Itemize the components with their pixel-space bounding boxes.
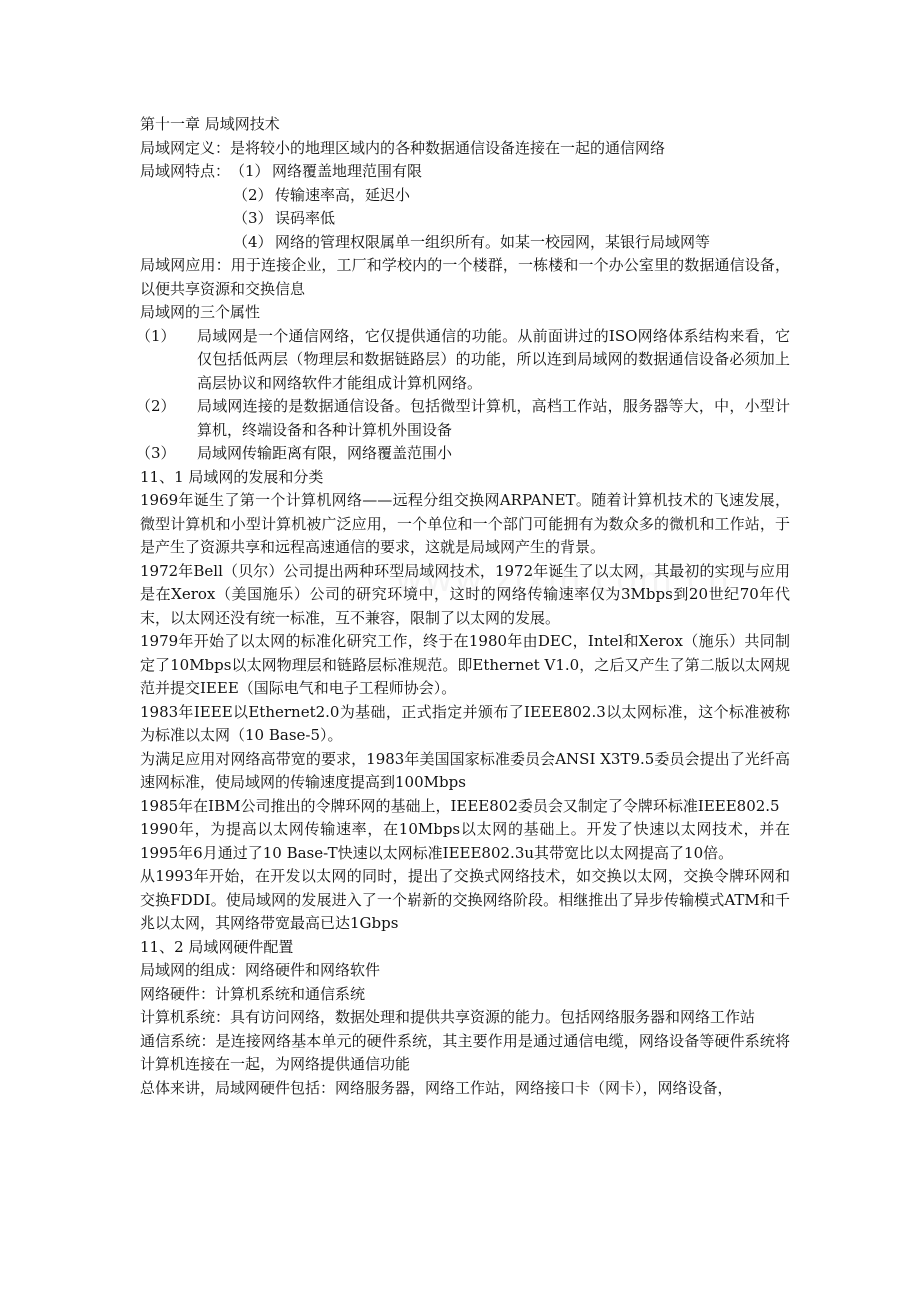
paragraph: 1979年开始了以太网的标准化研究工作，终于在1980年由DEC，Intel和Xerox（施乐）共同制定了10Mbps以太网物理层和链路层标准规范。即Ethernet V1.0，之后又产生了第二版以太网规范并提交IEEE（国际电气和电子工程师协会）。: [140, 632, 790, 697]
section-heading: 11、2 局域网硬件配置: [140, 937, 294, 956]
paragraph: 总体来讲，局域网硬件包括：网络服务器，网络工作站，网络接口卡（网卡），网络设备，: [140, 1078, 733, 1097]
feature-row-2: [140, 184, 790, 208]
paragraph: 计算机系统：具有访问网络，数据处理和提供共享资源的能力。包括网络服务器和网络工作站: [140, 1008, 756, 1026]
section-heading: 11、1 局域网的发展和分类: [140, 467, 324, 486]
document-body: [136, 113, 790, 1100]
feature-number: （4）: [233, 232, 273, 251]
feature-row-3: [140, 207, 790, 231]
feature-number: （3）: [233, 209, 273, 227]
attribute-number: （1）: [136, 326, 176, 345]
paragraph: 1983年IEEE以Ethernet2.0为基础，正式指定并颁布了IEEE802.3以太网标准，这个标准被称为标准以太网（10 Base-5）。: [140, 702, 790, 744]
paragraph: 网络硬件：计算机系统和通信系统: [140, 984, 366, 1003]
features-label: 局域网特点：: [140, 162, 231, 180]
attribute-text: 局域网是一个通信网络，它仅提供通信的功能。从前面讲过的ISO网络体系结构来看，它仅包括低两层（物理层和数据链路层）的功能，所以连到局域网的数据通信设备必须加上高层协议和网络软件才能组成计算机网络。: [197, 326, 790, 392]
application-paragraph: 局域网应用：用于连接企业，工厂和学校内的一个楼群，一栋楼和一个办公室里的数据通信设备，以便共享资源和交换信息: [140, 256, 790, 298]
attribute-number: （2）: [136, 397, 176, 415]
paragraph: 从1993年开始，在开发以太网的同时，提出了交换式网络技术，如交换以太网，交换令牌环网和交换FDDI。使局域网的发展进入了一个崭新的交换网络阶段。相继推出了异步传输模式ATM和千兆以太网，其网络带宽最高已达1Gbps: [140, 867, 790, 932]
feature-text: 网络的管理权限属单一组织所有。如某一校园网，某银行局域网等: [275, 232, 711, 251]
feature-text: 误码率低: [275, 209, 336, 227]
feature-number: （1）: [230, 162, 270, 180]
definition-line: 局域网定义：是将较小的地理区域内的各种数据通信设备连接在一起的通信网络: [140, 138, 666, 157]
attribute-item-1: [136, 325, 790, 396]
feature-row-4: [140, 231, 790, 255]
paragraph: 1969年诞生了第一个计算机网络——远程分组交换网ARPANET。随着计算机技术的飞速发展，微型计算机和小型计算机被广泛应用，一个单位和一个部门可能拥有为数众多的微机和工作站，于是产生了资源共享和远程高速通信的要求，这就是局域网产生的背景。: [140, 491, 790, 556]
feature-text: 传输速率高，延迟小: [275, 185, 411, 204]
attribute-text: 局域网传输距离有限，网络覆盖范围小: [197, 444, 453, 462]
paragraph: 1972年Bell（贝尔）公司提出两种环型局域网技术，1972年诞生了以太网，其最初的实现与应用是在Xerox（美国施乐）公司的研究环境中，这时的网络传输速率仅为3Mbps到20世纪70年代末，以太网还没有统一标准，互不兼容，限制了以太网的发展。: [140, 561, 790, 627]
attribute-text: 局域网连接的是数据通信设备。包括微型计算机，高档工作站，服务器等大，中，小型计算机，终端设备和各种计算机外围设备: [197, 397, 790, 439]
features-block: [140, 160, 790, 254]
paragraph: 通信系统：是连接网络基本单元的硬件系统，其主要作用是通过通信电缆，网络设备等硬件系统将计算机连接在一起，为网络提供通信功能: [140, 1031, 790, 1073]
chapter-title: 第十一章 局域网技术: [140, 115, 280, 133]
feature-row-1: [140, 160, 790, 184]
attributes-title: 局域网的三个属性: [140, 303, 261, 321]
paragraph: 1985年在IBM公司推出的令牌环网的基础上，IEEE802委员会又制定了令牌环标准IEEE802.5: [140, 796, 780, 815]
feature-text: 网络覆盖地理范围有限: [272, 162, 423, 180]
feature-number: （2）: [233, 185, 273, 204]
attribute-item-3: [136, 442, 790, 466]
paragraph: 1990年，为提高以太网传输速率，在10Mbps以太网的基础上。开发了快速以太网技术，并在1995年6月通过了10 Base-T快速以太网标准IEEE802.3u其带宽比以太网提高了10倍。: [140, 820, 790, 862]
section-11-1: [140, 466, 790, 936]
attributes-block: [136, 301, 790, 466]
attribute-item-2: [136, 395, 790, 442]
attribute-number: （3）: [136, 444, 176, 462]
paragraph: 局域网的组成：网络硬件和网络软件: [140, 961, 381, 979]
section-11-2: [140, 936, 790, 1101]
paragraph: 为满足应用对网络高带宽的要求，1983年美国国家标准委员会ANSI X3T9.5委员会提出了光纤高速网标准，使局域网的传输速度提高到100Mbps: [140, 749, 790, 791]
